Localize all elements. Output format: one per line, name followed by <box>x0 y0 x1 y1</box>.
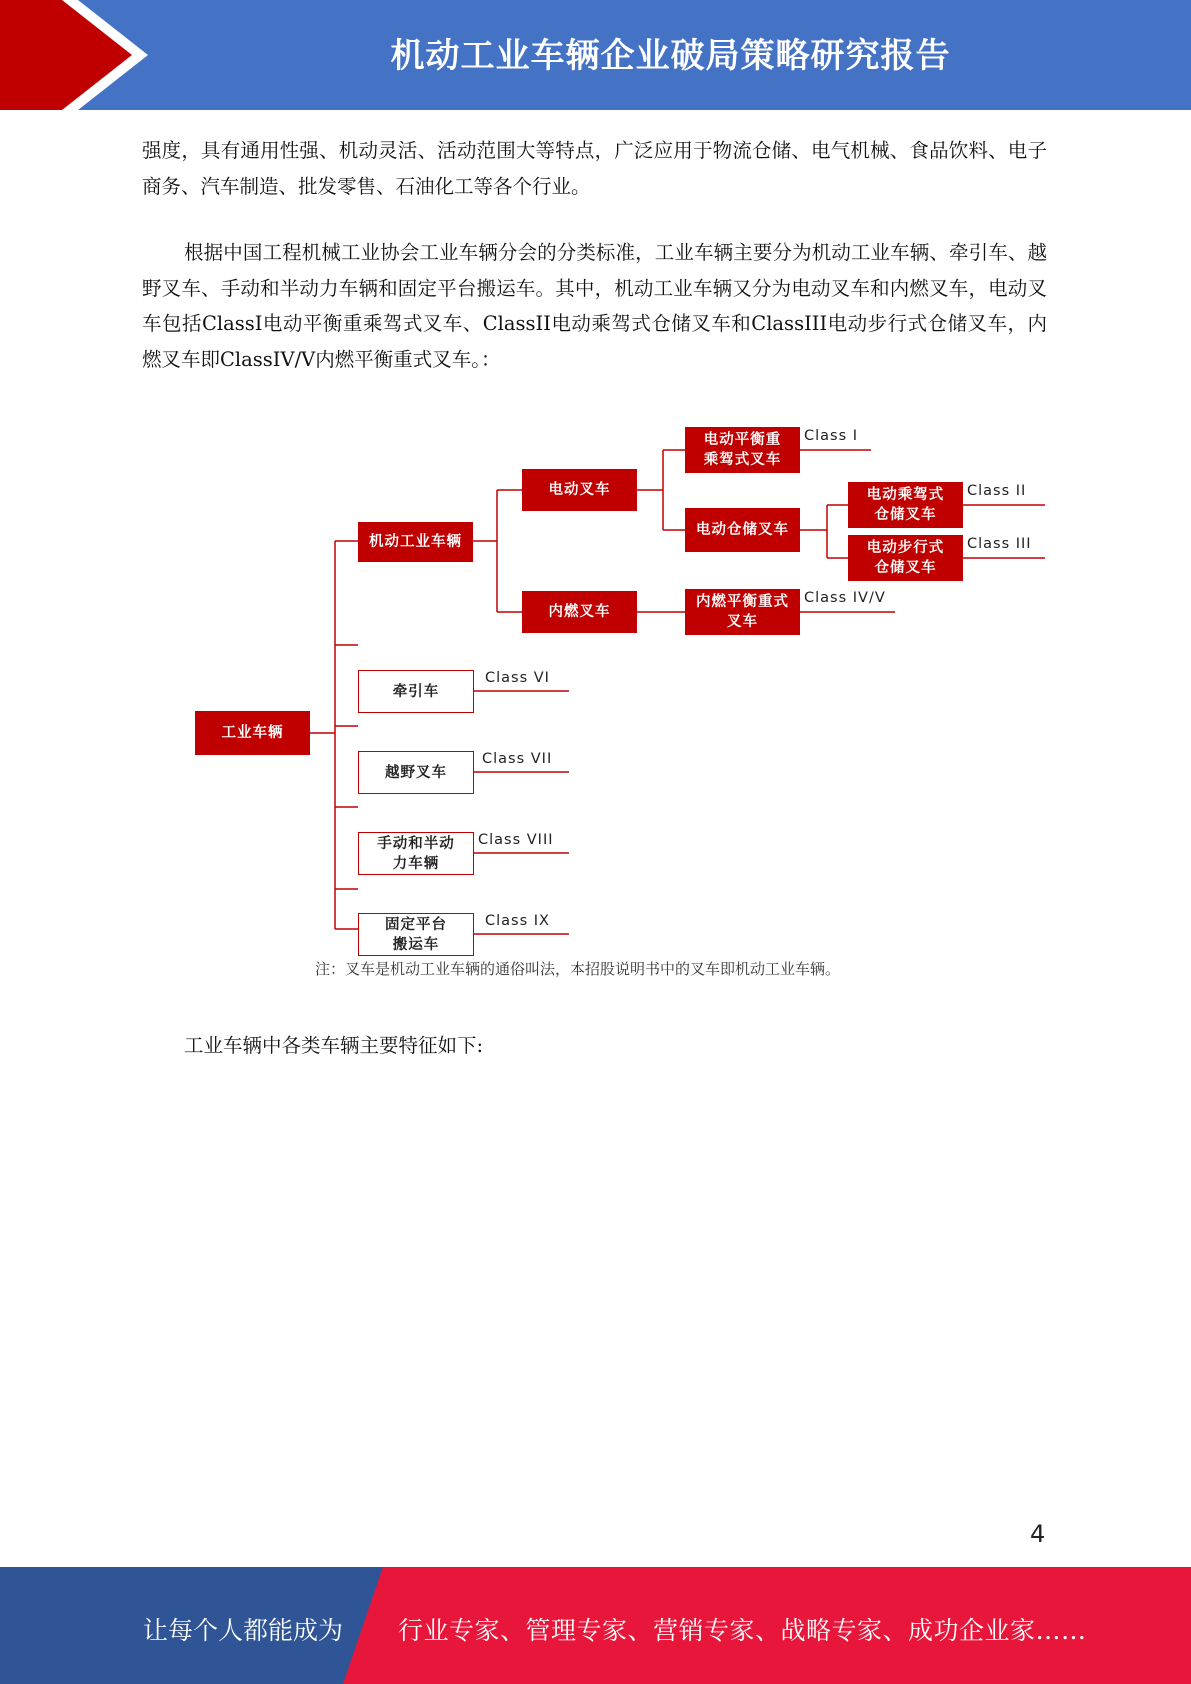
class-label-viii: Class VIII <box>478 832 554 848</box>
class-label-iv-v: Class IV/V <box>804 590 886 606</box>
vehicle-classification-diagram <box>185 415 1055 990</box>
class-label-vi: Class VI <box>485 670 550 686</box>
class-label-ii: Class II <box>967 483 1027 499</box>
node-electric-counterbalance-rider: 电动平衡重乘驾式叉车 <box>685 427 800 473</box>
diagram-note: 注：叉车是机动工业车辆的通俗叫法，本招股说明书中的叉车即机动工业车辆。 <box>315 960 841 978</box>
node-tractor: 牵引车 <box>358 670 474 713</box>
node-electric-rider-storage: 电动乘驾式仓储叉车 <box>848 482 963 528</box>
node-motorized-industrial-vehicles: 机动工业车辆 <box>358 522 473 562</box>
node-manual-semi-powered: 手动和半动力车辆 <box>358 832 474 875</box>
footer-slogan-left: 让每个人都能成为 <box>143 1616 344 1645</box>
header-chevron-decoration <box>0 0 160 110</box>
page-number: 4 <box>1030 1520 1046 1548</box>
node-ic-forklift: 内燃叉车 <box>522 591 637 633</box>
paragraph-features-intro: 工业车辆中各类车辆主要特征如下: <box>184 1034 484 1057</box>
node-electric-storage-forklift: 电动仓储叉车 <box>685 508 800 552</box>
paragraph-applications: 强度，具有通用性强、机动灵活、活动范围大等特点，广泛应用于物流仓储、电气机械、食品饮料、电子商务、汽车制造、批发零售、石油化工等各个行业。 <box>142 139 1047 198</box>
report-header <box>0 0 1191 110</box>
report-footer <box>0 1567 1191 1684</box>
node-rough-terrain-forklift: 越野叉车 <box>358 751 474 794</box>
class-label-vii: Class VII <box>482 751 553 767</box>
paragraph-classification: 根据中国工程机械工业协会工业车辆分会的分类标准，工业车辆主要分为机动工业车辆、牵引车、越野叉车、手动和半动力车辆和固定平台搬运车。其中，机动工业车辆又分为电动叉车和内燃叉车，电动叉车包括ClassI电动平衡重乘驾式叉车、ClassII电动乘驾式仓储叉车和ClassIII电动步行式仓储叉车，内燃叉车即ClassIV/V内燃平衡重式叉车。： <box>142 241 1047 371</box>
class-label-i: Class I <box>804 428 859 444</box>
footer-slogan-right: 行业专家、管理专家、营销专家、战略专家、成功企业家…… <box>398 1616 1087 1645</box>
node-electric-forklift: 电动叉车 <box>522 469 637 511</box>
class-label-ix: Class IX <box>485 913 550 929</box>
report-title: 机动工业车辆企业破局策略研究报告 <box>390 36 951 76</box>
node-fixed-platform-truck: 固定平台搬运车 <box>358 913 474 956</box>
node-electric-walkie-storage: 电动步行式仓储叉车 <box>848 535 963 581</box>
class-label-iii: Class III <box>967 536 1032 552</box>
node-ic-counterbalance: 内燃平衡重式叉车 <box>685 589 800 635</box>
node-industrial-vehicles: 工业车辆 <box>195 711 310 755</box>
